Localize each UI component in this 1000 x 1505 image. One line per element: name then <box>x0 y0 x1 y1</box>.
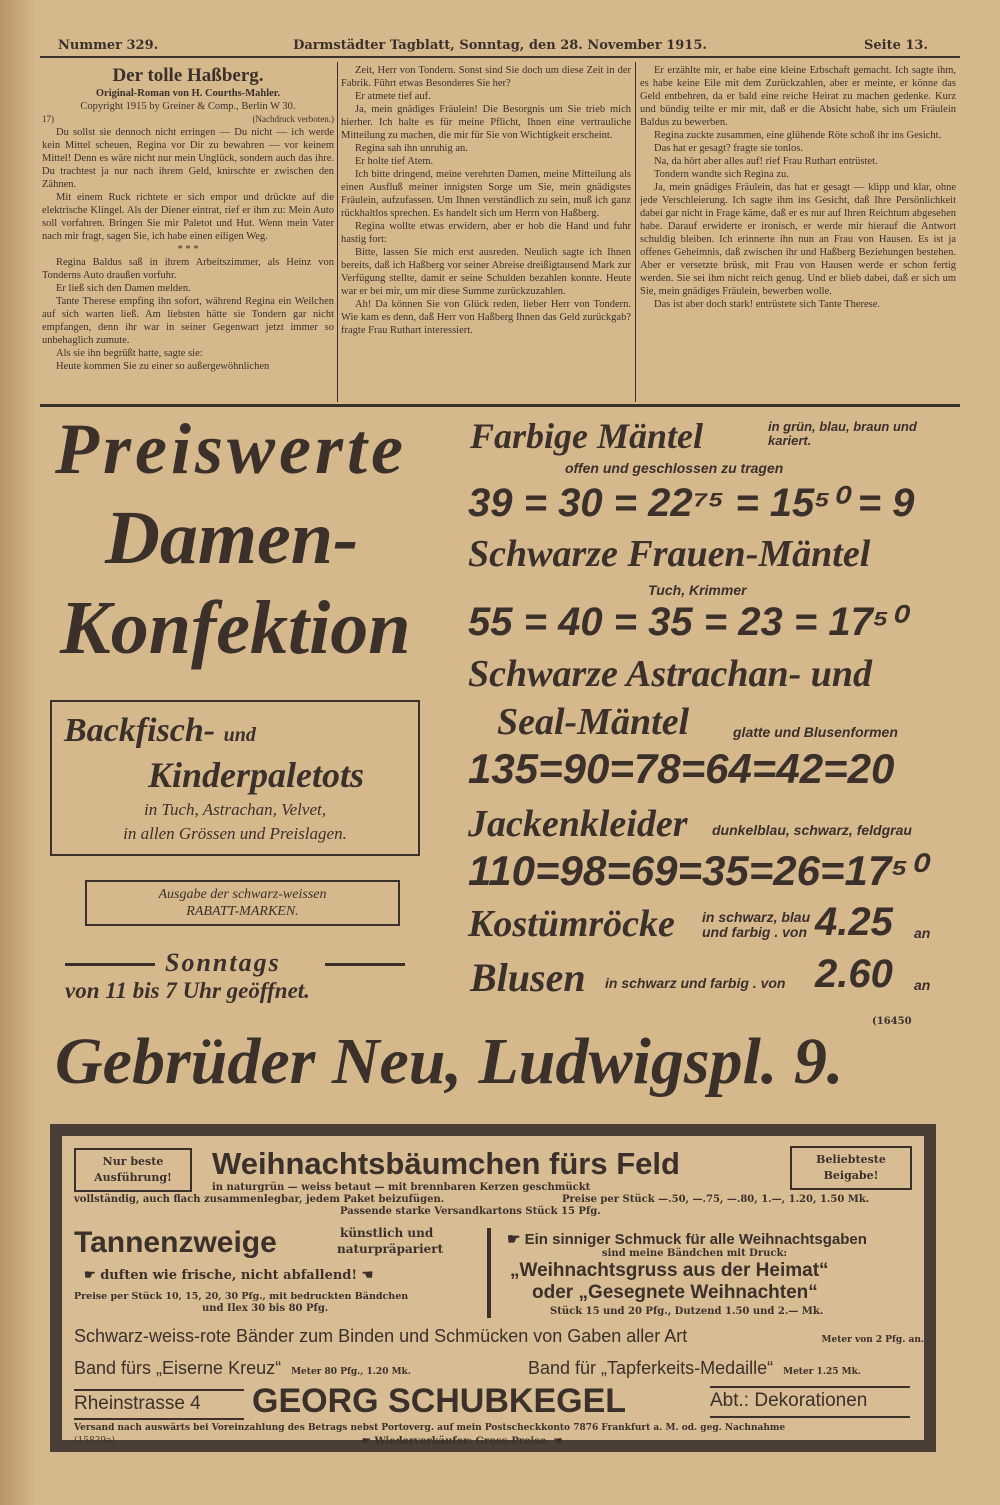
tannen-price1: Preise per Stück 10, 15, 20, 30 Pfg., mit bedruckten Bändchen <box>74 1291 409 1302</box>
shipping-note: Versand nach auswärts bei Voreinzahlung des Betrags nebst Portoverg. auf mein Postscheckkonto 7876 Frankfurt a. M. od. geg. Nachnahme <box>74 1423 786 1433</box>
item-name-2: Seal-Mäntel <box>497 701 690 743</box>
schmuck-sub: sind meine Bändchen mit Druck: <box>602 1248 788 1259</box>
box1-line1: Backfisch- <box>64 712 216 749</box>
tannen-note1: künstlich und <box>340 1226 434 1240</box>
item-note: dunkelblau, schwarz, feldgrau <box>712 822 912 838</box>
band1-row <box>74 1326 924 1347</box>
item-name: Blusen <box>470 955 586 1000</box>
story-column-1 <box>42 64 334 402</box>
story-paragraph: Regina sah ihn unruhig an. <box>355 143 468 154</box>
resale-note: ☛ Wiederverkäufer: Gross-Preise. ☚ <box>362 1436 563 1447</box>
tannen-price2: und Ilex 30 bis 80 Pfg. <box>202 1303 329 1314</box>
item-sub: offen und geschlossen zu tragen <box>565 460 784 476</box>
rebate-box <box>85 880 400 926</box>
band3: Band für „Tapferkeits-Medaille“ <box>528 1358 774 1378</box>
column-rule <box>635 62 636 402</box>
tannen-title: Tannenzweige <box>74 1226 277 1259</box>
issue-number: Nummer 329. <box>58 38 159 53</box>
kids-coats-box <box>50 700 420 856</box>
story-paragraph: Tante Therese empfing ihn sofort, während Regina ein Weilchen auf sich warten ließ. Am liebsten hätte sie Tondern gar nicht empfangen, denn ihr war in seiner Gegenwart jetzt immer so unbehaglich zumute. <box>42 296 334 346</box>
box1-line2: Kinderpaletots <box>148 755 365 795</box>
tannen-line-text: duften wie frische, nicht abfallend! <box>100 1268 358 1283</box>
rebate-line1: Ausgabe der schwarz-weissen <box>158 887 327 902</box>
ad-headline-1: Preiswerte <box>55 409 407 489</box>
badge-line: Ausführung! <box>94 1171 172 1184</box>
item-prices: 135=90=78=64=42=20 <box>468 745 895 792</box>
rebate-line2: RABATT-MARKEN. <box>186 904 299 919</box>
box1-line4: in allen Grössen und Preislagen. <box>123 824 347 843</box>
band3-row <box>528 1358 861 1379</box>
story-column-2 <box>341 64 631 402</box>
item-note: in schwarz und farbig . von <box>605 975 786 991</box>
rule <box>74 1389 244 1391</box>
badge-best-quality <box>74 1148 192 1192</box>
item-name: Schwarze Frauen-Mäntel <box>468 533 871 575</box>
trees-prices: Preise per Stück —.50, —.75, —.80, 1.—, 1.20, 1.50 Mk. <box>562 1194 870 1205</box>
hours-line1: Sonntags <box>165 948 281 977</box>
story-paragraph: Bitte, lassen Sie mich erst ausreden. Neulich sagte ich Ihnen bereits, daß ich Haßberg vor seiner Abreise dreißigtausend Mark zur Verfügung stellte, damit er seine Schulden bezahlen konnte. Heute war er bei mir, um mir diese Summe zurückzuzahlen. <box>341 247 631 297</box>
firm-name: Gebrüder Neu, Ludwigspl. 9. <box>55 1025 844 1098</box>
address: Rheinstrasse 4 <box>74 1393 201 1414</box>
badge-line: Nur beste <box>102 1155 164 1168</box>
schmuck-text: Ein sinniger Schmuck für alle Weihnachtsgaben <box>524 1231 867 1248</box>
rule <box>74 1418 244 1420</box>
item-note: in grün, blau, braun und kariert. <box>768 419 917 448</box>
ornament-rule <box>65 963 155 966</box>
resale-text: Wiederverkäufer: Gross-Preise. <box>374 1436 550 1447</box>
story-paragraph: Regina wollte etwas erwidern, aber er hob die Hand und fuhr hastig fort: <box>341 221 631 245</box>
badge-favorite <box>790 1146 912 1190</box>
tannen-note2: naturpräpariert <box>337 1242 444 1256</box>
story-paragraph: Regina Baldus saß in ihrem Arbeitszimmer, als Heinz von Tonderns Auto draußen vorfuhr. <box>42 257 334 281</box>
section-separator: * * * <box>177 244 199 255</box>
gruss-price: Stück 15 und 20 Pfg., Dutzend 1.50 und 2.— Mk. <box>550 1306 824 1317</box>
story-paragraph: Heute kommen Sie zu einer so außergewöhnlichen <box>56 361 270 372</box>
ornament-rule <box>325 963 405 966</box>
item-price-suffix: an <box>914 977 931 993</box>
box1-and: und <box>223 724 256 746</box>
story-paragraph: Ja, mein gnädiges Fräulein, das hat er gesagt — klipp und klar, ohne jede Verschleierung. Ich sagte ihm ins Gesicht, daß Ihre Persönlichkeit dabei gar nicht in Frage käme, daß er es nur auf Ihren Reichtum abgesehen habe. Darauf erwiderte er ironisch, er werde mir hierauf die Antwort schuldig bleiben. Ich erinnerte ihn nun an Frau von Hausen. Es ist ja offenes Geheimnis, daß zwischen ihr und Haßberg Beziehungen bestehen. Aber er versetzte brüsk, mit Frau von Hausen werde er schon fertig werden. Sie sei ihm nicht reich genug. Und er blieb dabei, daß er sich um Sie, mein gnädiges Fräulein, bewerben wolle. <box>640 182 956 297</box>
gruss2: oder „Gesegnete Weihnachten“ <box>532 1282 818 1303</box>
trees-sub1: in naturgrün — weiss betaut — mit brennbaren Kerzen geschmückt <box>212 1182 591 1193</box>
band2-row <box>74 1358 411 1379</box>
story-title: Der tolle Haßberg. <box>112 65 264 86</box>
item-sub: Tuch, Krimmer <box>648 582 747 598</box>
story-paragraph: Na, da hört aber alles auf! rief Frau Ruthart entrüstet. <box>654 156 878 167</box>
story-paragraph: Er holte tief Atem. <box>355 156 434 167</box>
item-note: in schwarz, blau und farbig . von <box>702 909 811 940</box>
ad-code: (16450 <box>872 1016 912 1027</box>
rule <box>710 1416 910 1418</box>
item-name: Schwarze Astrachan- und <box>468 653 873 695</box>
story-paragraph: Ja, mein gnädiges Fräulein! Die Besorgnis um Sie trieb mich hierher. Ich halte es für meine Pflicht, Ihnen eine vertrauliche Mitteilung zu machen, die mir für Sie von Wichtigkeit erscheint. <box>341 104 631 141</box>
story-column-3 <box>640 64 956 402</box>
header-rule <box>40 56 960 58</box>
item-prices: 110=98=69=35=26=17⁵⁰ <box>468 847 926 894</box>
story-paragraph: Als sie ihn begrüßt hatte, sagte sie: <box>56 348 203 359</box>
story-paragraph: Er erzählte mir, er habe eine kleine Erbschaft gemacht. Ich sagte ihm, es habe keine Eile mit dem Zurückzahlen, aber er meinte, er könne das Geld entbehren, da er bald eine reiche Heirat zu machen gedenke. Kurz und bündig teilte er mir mit, daß er die Absicht habe, sich um Fräulein Baldus zu bewerben. <box>640 65 956 128</box>
band2: Band fürs „Eiserne Kreuz“ <box>74 1358 282 1378</box>
section-rule <box>40 404 960 407</box>
story-paragraph: Ich bitte dringend, meine verehrten Damen, meine Mitteilung als einen Ausfluß meiner innigsten Sorge um Sie, mein gnädigstes Fräulein, aufzufassen. Um Ihnen verständlich zu sein, muß ich ganz rückhaltlos sprechen. Es handelt sich um Herrn von Haßberg. <box>341 169 631 219</box>
hours-line2: von 11 bis 7 Uhr geöffnet. <box>65 978 310 1003</box>
item-prices: 55 = 40 = 35 = 23 = 17⁵⁰ <box>468 600 906 644</box>
story-paragraph: Ah! Da können Sie von Glück reden, lieber Herr von Tondern. Wie kam es denn, daß Herr von Haßberg Ihnen das Geld zurückgab? fragte Frau Ruthart interessiert. <box>341 299 631 336</box>
divider <box>487 1228 491 1318</box>
trees-title: Weihnachtsbäumchen fürs Feld <box>212 1146 680 1181</box>
gruss1: „Weihnachtsgruss aus der Heimat“ <box>510 1260 829 1281</box>
reprint-notice: (Nachdruck verboten.) <box>252 114 334 124</box>
story-paragraph: Das hat er gesagt? fragte sie tonlos. <box>654 143 803 154</box>
schubkegel-firm: GEORG SCHUBKEGEL <box>252 1382 627 1420</box>
story-paragraph: Tondern wandte sich Regina zu. <box>654 169 789 180</box>
story-paragraph: Er ließ sich den Damen melden. <box>56 283 191 294</box>
item-name: Jackenkleider <box>468 803 688 845</box>
item-name: Kostümröcke <box>468 903 675 945</box>
tannen-line: ☛ duften wie frische, nicht abfallend! ☚ <box>84 1268 374 1283</box>
badge-line: Beliebteste <box>816 1153 886 1166</box>
story-part: 17) <box>42 114 54 124</box>
masthead-line: Darmstädter Tagblatt, Sonntag, den 28. November 1915. <box>293 38 707 53</box>
schubkegel-ad <box>50 1124 936 1452</box>
page-number: Seite 13. <box>863 38 928 53</box>
band3-price: Meter 1.25 Mk. <box>783 1367 861 1377</box>
story-paragraph: Das ist aber doch stark! entrüstete sich Tante Therese. <box>654 299 881 310</box>
item-prices: 39 = 30 = 22⁷⁵ = 15⁵⁰ = 9 <box>468 481 915 525</box>
band1-price: Meter von 2 Pfg. an. <box>821 1335 924 1345</box>
item-note: glatte und Blusenformen <box>733 724 898 740</box>
story-copyright: Copyright 1915 by Greiner & Comp., Berlin W 30. <box>80 101 296 112</box>
story-paragraph: Mit einem Ruck richtete er sich empor und drückte auf die elektrische Klingel. Als der Diener eintrat, rief er ihm zu: Mein Auto soll vorfahren. Bringen Sie mir Paletot und Hut. Wenn mein Vater nach mir fragt, sagen Sie, ich habe einen eiligen Weg. <box>42 192 334 242</box>
story-byline: Original-Roman von H. Courths-Mahler. <box>95 88 281 99</box>
badge-line: Beigabe! <box>823 1169 879 1182</box>
trees-boxes: Passende starke Versandkartons Stück 15 Pfg. <box>340 1206 601 1217</box>
rule <box>710 1386 910 1388</box>
ad-headline-2: Damen- <box>105 496 359 580</box>
story-paragraph: Er atmete tief auf. <box>355 91 431 102</box>
story-paragraph: Regina zuckte zusammen, eine glühende Röte schoß ihr ins Gesicht. <box>654 130 942 141</box>
ad-headline-3: Konfektion <box>60 586 411 670</box>
item-name: Farbige Mäntel <box>470 416 704 456</box>
item-price-suffix: an <box>914 925 931 941</box>
department: Abt.: Dekorationen <box>710 1390 868 1411</box>
page-edge <box>0 0 34 1505</box>
item-price: 4.25 <box>815 900 893 944</box>
trees-sub2: vollständig, auch flach zusammenlegbar, jedem Paket beizufügen. <box>74 1194 445 1205</box>
story-paragraph: Zeit, Herr von Tondern. Sonst sind Sie doch um diese Zeit in der Fabrik. Führt etwas Besonderes Sie her? <box>341 65 631 89</box>
item-price: 2.60 <box>815 952 893 996</box>
schmuck-title: ☛ Ein sinniger Schmuck für alle Weihnachtsgaben <box>507 1231 867 1248</box>
column-rule <box>337 62 338 402</box>
band1: Schwarz-weiss-rote Bänder zum Binden und Schmücken von Gaben aller Art <box>74 1326 688 1346</box>
story-paragraph: Du sollst sie dennoch nicht erringen — Du nicht — ich werde kein Mittel scheuen, Regina vor Dir zu bewahren — vor keinem Mittel! Denn es wäre nicht nur mein Unglück, sondern auch das ihre. Du trachtest ja nur nach ihrem Geld, knirschte er zwischen den Zähnen. <box>42 127 334 190</box>
band2-price: Meter 80 Pfg., 1.20 Mk. <box>291 1367 411 1377</box>
box1-line3: in Tuch, Astrachan, Velvet, <box>144 800 326 819</box>
ad-code: (15839a) <box>74 1436 116 1446</box>
